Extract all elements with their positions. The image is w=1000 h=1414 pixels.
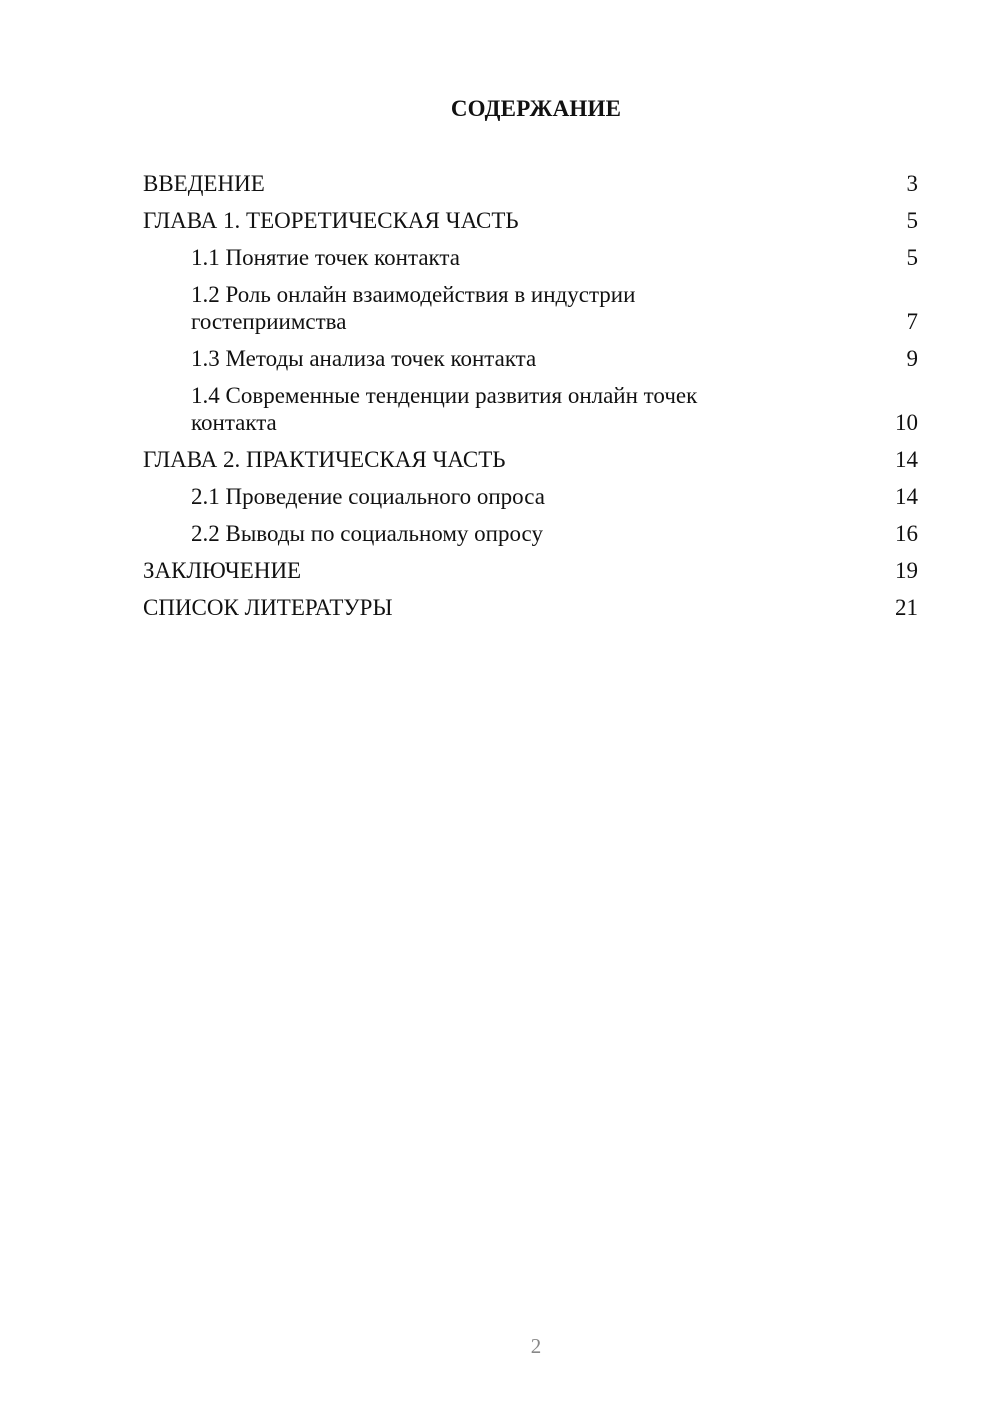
toc-entry-label: 2.2 Выводы по социальному опросу bbox=[191, 521, 543, 546]
toc-entry-section-2-2[interactable] bbox=[143, 520, 918, 557]
toc-entry-references[interactable] bbox=[143, 594, 918, 631]
toc-entry-label: 2.1 Проведение социального опроса bbox=[191, 484, 545, 509]
toc-entry-page: 9 bbox=[906, 346, 918, 371]
toc-entry-chapter-2[interactable] bbox=[143, 446, 918, 483]
toc-entry-page: 10 bbox=[895, 410, 918, 435]
toc-entry-page: 5 bbox=[906, 245, 918, 270]
toc-entry-page: 3 bbox=[906, 171, 918, 196]
toc-entry-label: ВВЕДЕНИЕ bbox=[143, 171, 265, 196]
toc-entry-section-1-3[interactable] bbox=[143, 345, 918, 382]
toc-entry-section-1-4[interactable] bbox=[143, 382, 918, 446]
toc-entry-page: 19 bbox=[895, 558, 918, 583]
toc-entry-label: СПИСОК ЛИТЕРАТУРЫ bbox=[143, 595, 393, 620]
toc-entry-page: 21 bbox=[895, 595, 918, 620]
toc-entry-page: 14 bbox=[895, 447, 918, 472]
toc-entry-chapter-1[interactable] bbox=[143, 207, 918, 244]
toc-entry-section-1-2[interactable] bbox=[143, 281, 918, 345]
toc-entry-page: 5 bbox=[906, 208, 918, 233]
page-number: 2 bbox=[530, 1334, 542, 1358]
toc-entry-section-1-1[interactable] bbox=[143, 244, 918, 281]
toc-entry-label: ГЛАВА 2. ПРАКТИЧЕСКАЯ ЧАСТЬ bbox=[143, 447, 506, 472]
toc-entry-page: 14 bbox=[895, 484, 918, 509]
toc-entry-label: ЗАКЛЮЧЕНИЕ bbox=[143, 558, 302, 583]
toc-entry-page: 7 bbox=[906, 309, 918, 334]
toc-entry-conclusion[interactable] bbox=[143, 557, 918, 594]
table-of-contents bbox=[143, 170, 918, 631]
toc-entry-label: ГЛАВА 1. ТЕОРЕТИЧЕСКАЯ ЧАСТЬ bbox=[143, 208, 519, 233]
toc-entry-page: 16 bbox=[895, 521, 918, 546]
toc-title: СОДЕРЖАНИЕ bbox=[450, 96, 622, 121]
toc-entry-label: 1.4 Современные тенденции развития онлайн точек контакта bbox=[191, 383, 698, 435]
toc-entry-introduction[interactable] bbox=[143, 170, 918, 207]
toc-entry-label: 1.3 Методы анализа точек контакта bbox=[191, 346, 537, 371]
toc-entry-label: 1.1 Понятие точек контакта bbox=[191, 245, 460, 270]
toc-entry-label: 1.2 Роль онлайн взаимодействия в индустрии гостеприимства bbox=[191, 282, 636, 334]
toc-entry-section-2-1[interactable] bbox=[143, 483, 918, 520]
